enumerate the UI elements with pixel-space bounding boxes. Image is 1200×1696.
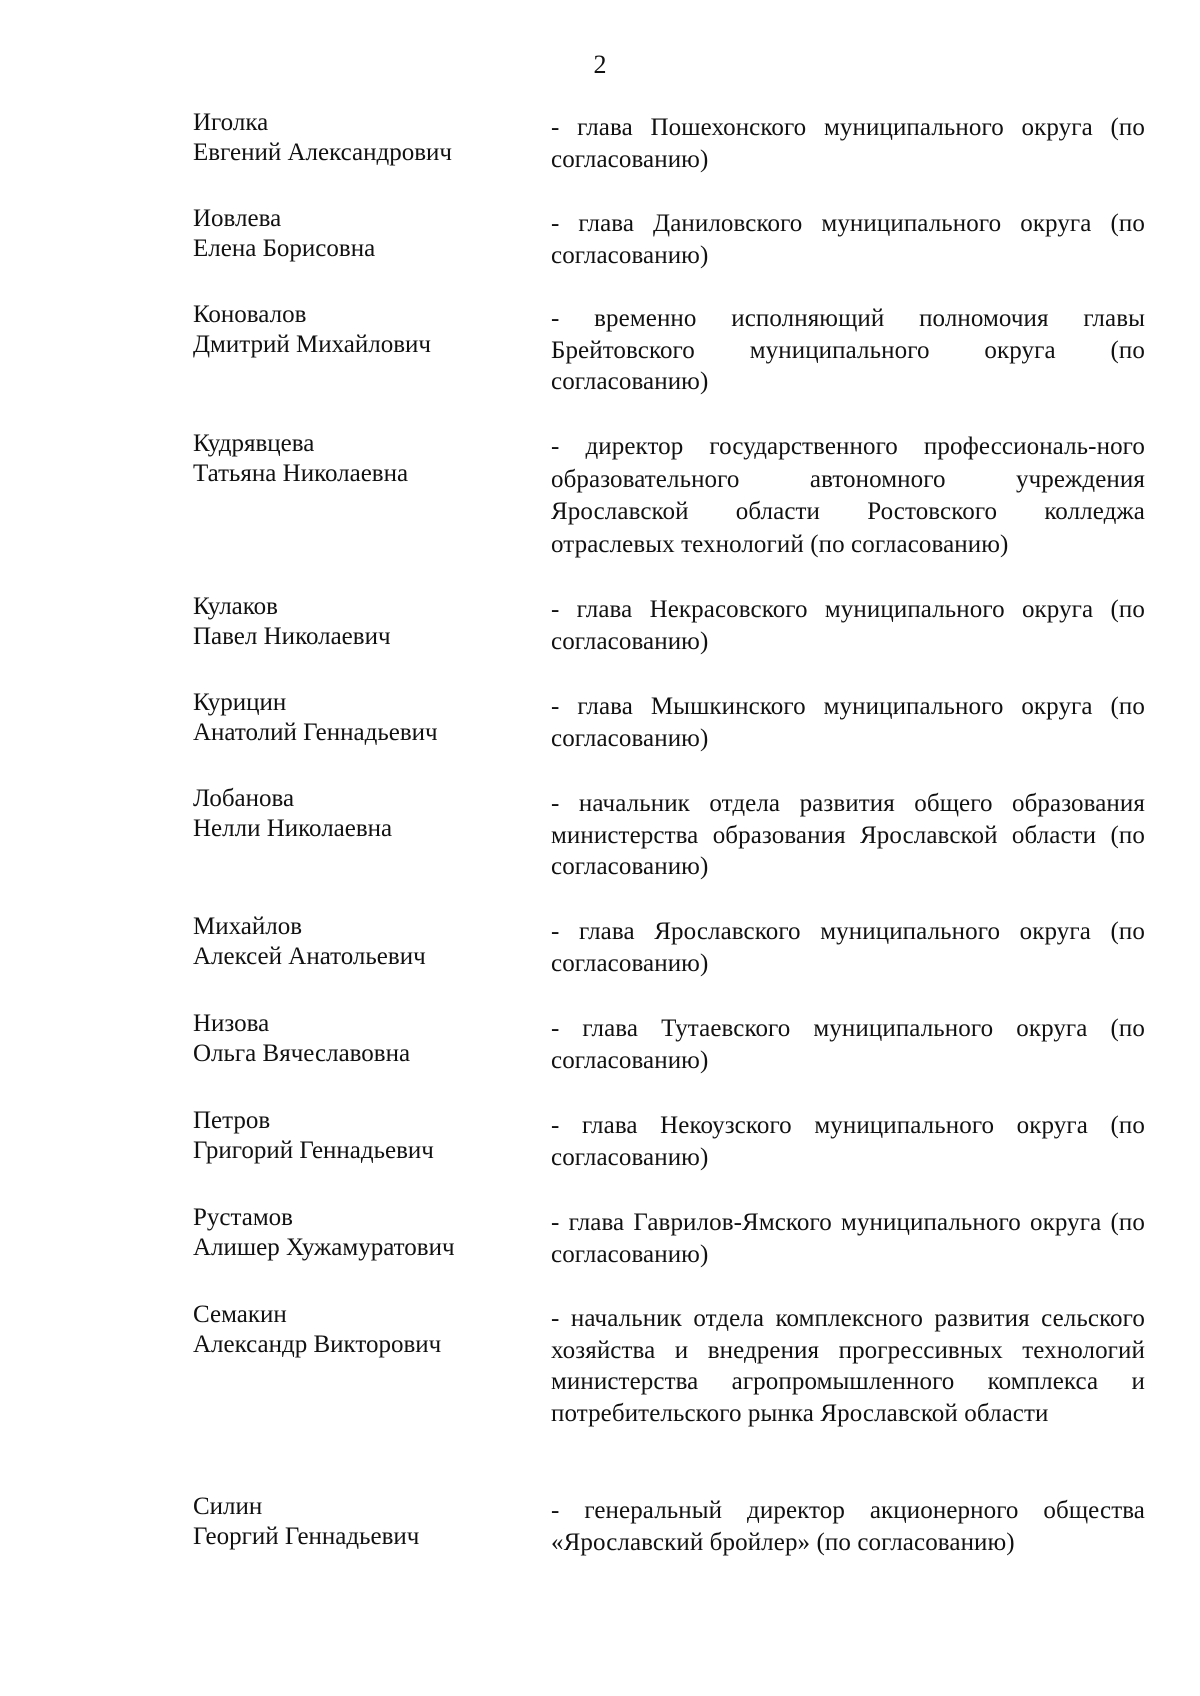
position-text: - директор государственного профессиональ-ного образовательного автономного учреждения Ярославской области Ростовского колледжа отраслевых технологий (по согласованию) — [551, 433, 1145, 558]
position-text: - глава Ярославского муниципального округа (по согласованию) — [551, 918, 1145, 977]
person-name — [193, 784, 513, 844]
given-names: Елена Борисовна — [193, 235, 376, 262]
given-names: Татьяна Николаевна — [193, 460, 409, 487]
surname: Петров — [193, 1107, 271, 1134]
person-name — [193, 912, 513, 972]
position-text: - глава Некрасовского муниципального округа (по согласованию) — [551, 596, 1145, 655]
page-number: 2 — [593, 50, 607, 79]
given-names: Георгий Геннадьевич — [193, 1523, 420, 1550]
given-names: Павел Николаевич — [193, 623, 391, 650]
surname: Низова — [193, 1010, 270, 1037]
given-names: Алексей Анатольевич — [193, 943, 426, 970]
person-name — [193, 1009, 513, 1069]
surname: Рустамов — [193, 1204, 293, 1231]
given-names: Ольга Вячеславовна — [193, 1040, 411, 1067]
given-names: Дмитрий Михайлович — [193, 331, 431, 358]
surname: Семакин — [193, 1301, 287, 1328]
position-text: - генеральный директор акционерного общества «Ярославский бройлер» (по согласованию) — [551, 1497, 1145, 1556]
surname: Михайлов — [193, 913, 303, 940]
person-name — [193, 1203, 513, 1263]
person-name — [193, 429, 513, 489]
surname: Коновалов — [193, 301, 307, 328]
given-names: Анатолий Геннадьевич — [193, 719, 438, 746]
surname: Иголка — [193, 109, 269, 136]
given-names: Нелли Николаевна — [193, 815, 393, 842]
surname: Лобанова — [193, 785, 295, 812]
person-name — [193, 204, 513, 264]
person-name — [193, 108, 513, 168]
person-name — [193, 1106, 513, 1166]
surname: Силин — [193, 1493, 263, 1520]
given-names: Евгений Александрович — [193, 139, 452, 166]
position-text: - начальник отдела комплексного развития сельского хозяйства и внедрения прогрессивных технологий министерства агропромышленного комплекса и потребительского рынка Ярославской области — [551, 1305, 1145, 1427]
surname: Кудрявцева — [193, 430, 315, 457]
given-names: Александр Викторович — [193, 1331, 442, 1358]
position-text: - начальник отдела развития общего образования министерства образования Ярославской области (по согласованию) — [551, 790, 1145, 880]
position-text: - глава Гаврилов-Ямского муниципального округа (по согласованию) — [551, 1209, 1145, 1268]
position-text: - глава Тутаевского муниципального округа (по согласованию) — [551, 1015, 1145, 1074]
person-name — [193, 1300, 513, 1360]
position-text: - глава Пошехонского муниципального округа (по согласованию) — [551, 114, 1145, 173]
given-names: Григорий Геннадьевич — [193, 1137, 434, 1164]
position-text: - глава Мышкинского муниципального округа (по согласованию) — [551, 693, 1145, 752]
person-name — [193, 592, 513, 652]
position-text: - глава Даниловского муниципального округа (по согласованию) — [551, 210, 1145, 269]
person-name — [193, 1492, 513, 1552]
person-name — [193, 300, 513, 360]
position-text: - глава Некоузского муниципального округа (по согласованию) — [551, 1112, 1145, 1171]
surname: Курицин — [193, 689, 287, 716]
surname: Кулаков — [193, 593, 278, 620]
person-name — [193, 688, 513, 748]
given-names: Алишер Хужамуратович — [193, 1234, 455, 1261]
surname: Иовлева — [193, 205, 282, 232]
position-text: - временно исполняющий полномочия главы Брейтовского муниципального округа (по согласованию) — [551, 305, 1145, 395]
